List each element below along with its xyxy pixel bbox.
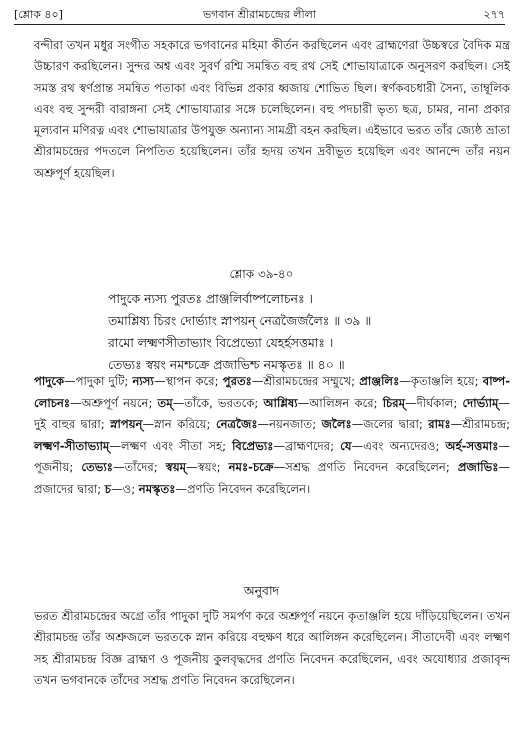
gloss-meaning: তাঁকে, ভরতকে xyxy=(184,395,255,410)
verse-line: তমাশ্লিষ্য চিরং দোর্ভ্যাং স্নাপয়ন্ নেত্রজৈর্জলৈঃ ॥ ৩৯ ॥ xyxy=(108,313,372,328)
purport-paragraph: বন্দীরা তখন মধুর সংগীত সহকারে ভগবানের মহিমা কীর্তন করছিলেন এবং ব্রাহ্মণেরা উচ্চস্বরে বৈদিক মন্ত্র উচ্চারণ করছিলেন। সুন্দর অশ্ব এবং সুবর্ণ রশ্মি সমন্বিত বহু রথ সেই শোভাযাত্রাকে অনুসরণ করছিল। সেই সমস্ত রথ স্বর্ণপ্রান্ত সমন্বিত পতাকা এবং বিভিন্ন প্রকার ধ্বজায় শোভিত ছিল। স্বর্ণকবচধারী সৈন্য, তাম্বূলিক এবং বহু সুন্দরী বারাঙ্গনা সেই শোভাযাত্রার সঙ্গে চলেছিলেন। বহু পদচারী ভৃত্য ছত্র, চামর, নানা প্রকার মূল্যবান মণিরত্ন এবং শোভাযাত্রার উপযুক্ত অন্যান্য সামগ্রী বহন করছিল। এইভাবে ভরত তাঁর জ্যেষ্ঠ ভ্রাতা শ্রীরামচন্দ্রের পদতলে নিপতিত হয়েছিলেন। তাঁর হৃদয় তখন দ্রবীভূত হয়েছিল এবং আনন্দে তাঁর নয়ন অশ্রুপূর্ণ হয়েছিল। xyxy=(34,38,510,180)
gloss-meaning: স্নান করিয়ে xyxy=(154,417,207,432)
gloss-meaning: আলিঙ্গন করে xyxy=(309,395,374,410)
gloss-term: আশ্লিষ্য xyxy=(263,395,298,410)
gloss-meaning: এবং অন্যদেরও xyxy=(363,438,436,453)
gloss-meaning: কৃতাঞ্জলি হয়ে xyxy=(410,374,475,388)
gloss-meaning: শ্রীরামচন্দ্র xyxy=(462,417,507,432)
gloss-meaning: ব্রাহ্মণদের xyxy=(284,438,331,453)
word-for-word-gloss: পাদুকে—পাদুকা দুটি; ন্যস্য—স্থাপন করে; পুরতঃ—শ্রীরামচন্দ্রের সম্মুখে; প্রাঞ্জলিঃ—কৃতাঞ্জলি হয়ে; বাষ্প-লোচনঃ—অশ্রুপূর্ণ নয়নে; তম্—তাঁকে, ভরতকে; আশ্লিষ্য—আলিঙ্গন করে; চিরম্—দীর্ঘকাল; দোর্ভ্যাম্—দুই বাহুর দ্বারা; স্নাপয়ন্—স্নান করিয়ে; নেত্রজৈঃ—নয়নজাত; জলৈঃ—জলের দ্বারা; রামঃ—শ্রীরামচন্দ্র; লক্ষ্মণ-সীতাভ্যাম্—লক্ষ্মণ এবং সীতা সহ; বিপ্রেভ্যঃ—ব্রাহ্মণদের; যে—এবং অন্যদেরও; অর্হ-সত্তমাঃ—পূজনীয়; তেভ্যঃ—তাঁদের; স্বয়ম্—স্বয়ং; নমঃ-চক্রে—সশ্রদ্ধ প্রণতি নিবেদন করেছিলেন; প্রজাভিঃ—প্রজাদের দ্বারা; চ—ও; নমস্কৃতঃ—প্রণতি নিবেদন করেছিলেন। xyxy=(34,374,511,496)
gloss-term: পুরতঃ xyxy=(222,374,252,388)
gloss-term: জলৈঃ xyxy=(321,417,352,432)
gloss-meaning: দীর্ঘকাল xyxy=(416,395,454,410)
gloss-term: নমঃ-চক্রে xyxy=(228,460,274,475)
gloss-term: বিপ্রেভ্যঃ xyxy=(232,438,274,453)
header-chapter-title: ভগবান শ্রীরামচন্দ্রের লীলা xyxy=(202,8,317,21)
verse-heading: শ্লোক ৩৯-৪০ xyxy=(229,267,294,281)
gloss-term: নমস্কৃতঃ xyxy=(138,481,176,496)
gloss-term: নেত্রজৈঃ xyxy=(215,417,258,432)
gloss-meaning: তাঁদের xyxy=(124,460,154,475)
gloss-term: পাদুকে xyxy=(34,374,65,388)
gloss-term: দোর্ভ্যাম্ xyxy=(462,395,499,410)
gloss-meaning: প্রজাদের দ্বারা xyxy=(34,481,98,496)
gloss-meaning: অশ্রুপূর্ণ নয়নে xyxy=(81,395,149,410)
gloss-term: তম্ xyxy=(157,395,173,410)
gloss-term: বাষ্প-লোচনঃ xyxy=(34,374,511,410)
gloss-meaning: পূজনীয় xyxy=(34,460,70,475)
verse-text xyxy=(108,288,478,376)
gloss-meaning: পাদুকা দুটি xyxy=(75,374,125,388)
gloss-meaning: লক্ষ্মণ এবং সীতা সহ xyxy=(120,438,223,453)
gloss-term: স্নাপয়ন্ xyxy=(110,417,143,432)
gloss-term: প্রজাভিঃ xyxy=(457,460,499,475)
gloss-term: চ xyxy=(104,481,112,496)
gloss-term: যে xyxy=(340,438,352,453)
gloss-meaning: প্রণতি নিবেদন করেছিলেন। xyxy=(186,481,311,496)
verse-line: পাদুকে ন্যস্য পুরতঃ প্রাঞ্জলির্বাষ্পলোচনঃ । xyxy=(108,291,313,306)
gloss-term: ন্যস্য xyxy=(132,374,154,388)
translation-paragraph: ভরত শ্রীরামচন্দ্রের অগ্রে তাঁর পাদুকা দুটি সমর্পণ করে অশ্রুপূর্ণ নয়নে কৃতাঞ্জলি হয়ে দাঁড়িয়েছিলেন। তখন শ্রীরামচন্দ্র তাঁর অশ্রুজলে ভরতকে স্নান করিয়ে বহুক্ষণ ধরে আলিঙ্গন করেছিলেন। সীতাদেবী এবং লক্ষ্মণ সহ শ্রীরামচন্দ্র বিজ্ঞ ব্রাহ্মণ ও পূজনীয় কুলবৃদ্ধদের প্রণতি নিবেদন করেছিলেন, এবং অযোধ্যার প্রজাবৃন্দ তখন ভগবানকে তাঁদের সশ্রদ্ধ প্রণতি নিবেদন করেছিলেন। xyxy=(34,609,510,687)
gloss-term: স্বয়ম্ xyxy=(165,460,187,475)
gloss-term: রামঃ xyxy=(428,417,451,432)
verse-line: রামো লক্ষ্মণসীতাভ্যাং বিপ্রেভ্যো যেহর্হসত্তমাঃ । xyxy=(108,335,334,350)
gloss-meaning: স্থাপন করে xyxy=(165,374,215,388)
header-verse-ref: [শ্লোক ৪০] xyxy=(14,8,63,21)
gloss-term: চিরম্ xyxy=(382,395,406,410)
gloss-meaning: নয়নজাত xyxy=(269,417,313,432)
gloss-meaning: শ্রীরামচন্দ্রের সম্মুখে xyxy=(263,374,352,388)
verse-line: তেভ্যঃ স্বয়ং নমশ্চক্রে প্রজাভিশ্চ নমস্কৃতঃ ॥ ৪০ ॥ xyxy=(108,357,345,372)
gloss-term: তেভ্যঃ xyxy=(81,460,113,475)
gloss-meaning: সশ্রদ্ধ প্রণতি নিবেদন করেছিলেন xyxy=(285,460,446,475)
gloss-term: প্রাঞ্জলিঃ xyxy=(359,374,400,388)
gloss-meaning: জলের দ্বারা xyxy=(363,417,419,432)
page-header xyxy=(14,6,505,26)
gloss-meaning: দুই বাহুর দ্বারা xyxy=(34,417,101,432)
gloss-term: লক্ষ্মণ-সীতাভ্যাম্ xyxy=(34,438,110,453)
gloss-meaning: ও xyxy=(122,481,132,496)
header-page-number: ২৭৭ xyxy=(483,8,505,21)
translation-heading: অনুবাদ xyxy=(243,583,280,598)
gloss-term: অর্হ-সত্তমাঃ xyxy=(445,438,499,453)
header-divider xyxy=(14,24,505,25)
gloss-meaning: স্বয়ং xyxy=(197,460,217,475)
